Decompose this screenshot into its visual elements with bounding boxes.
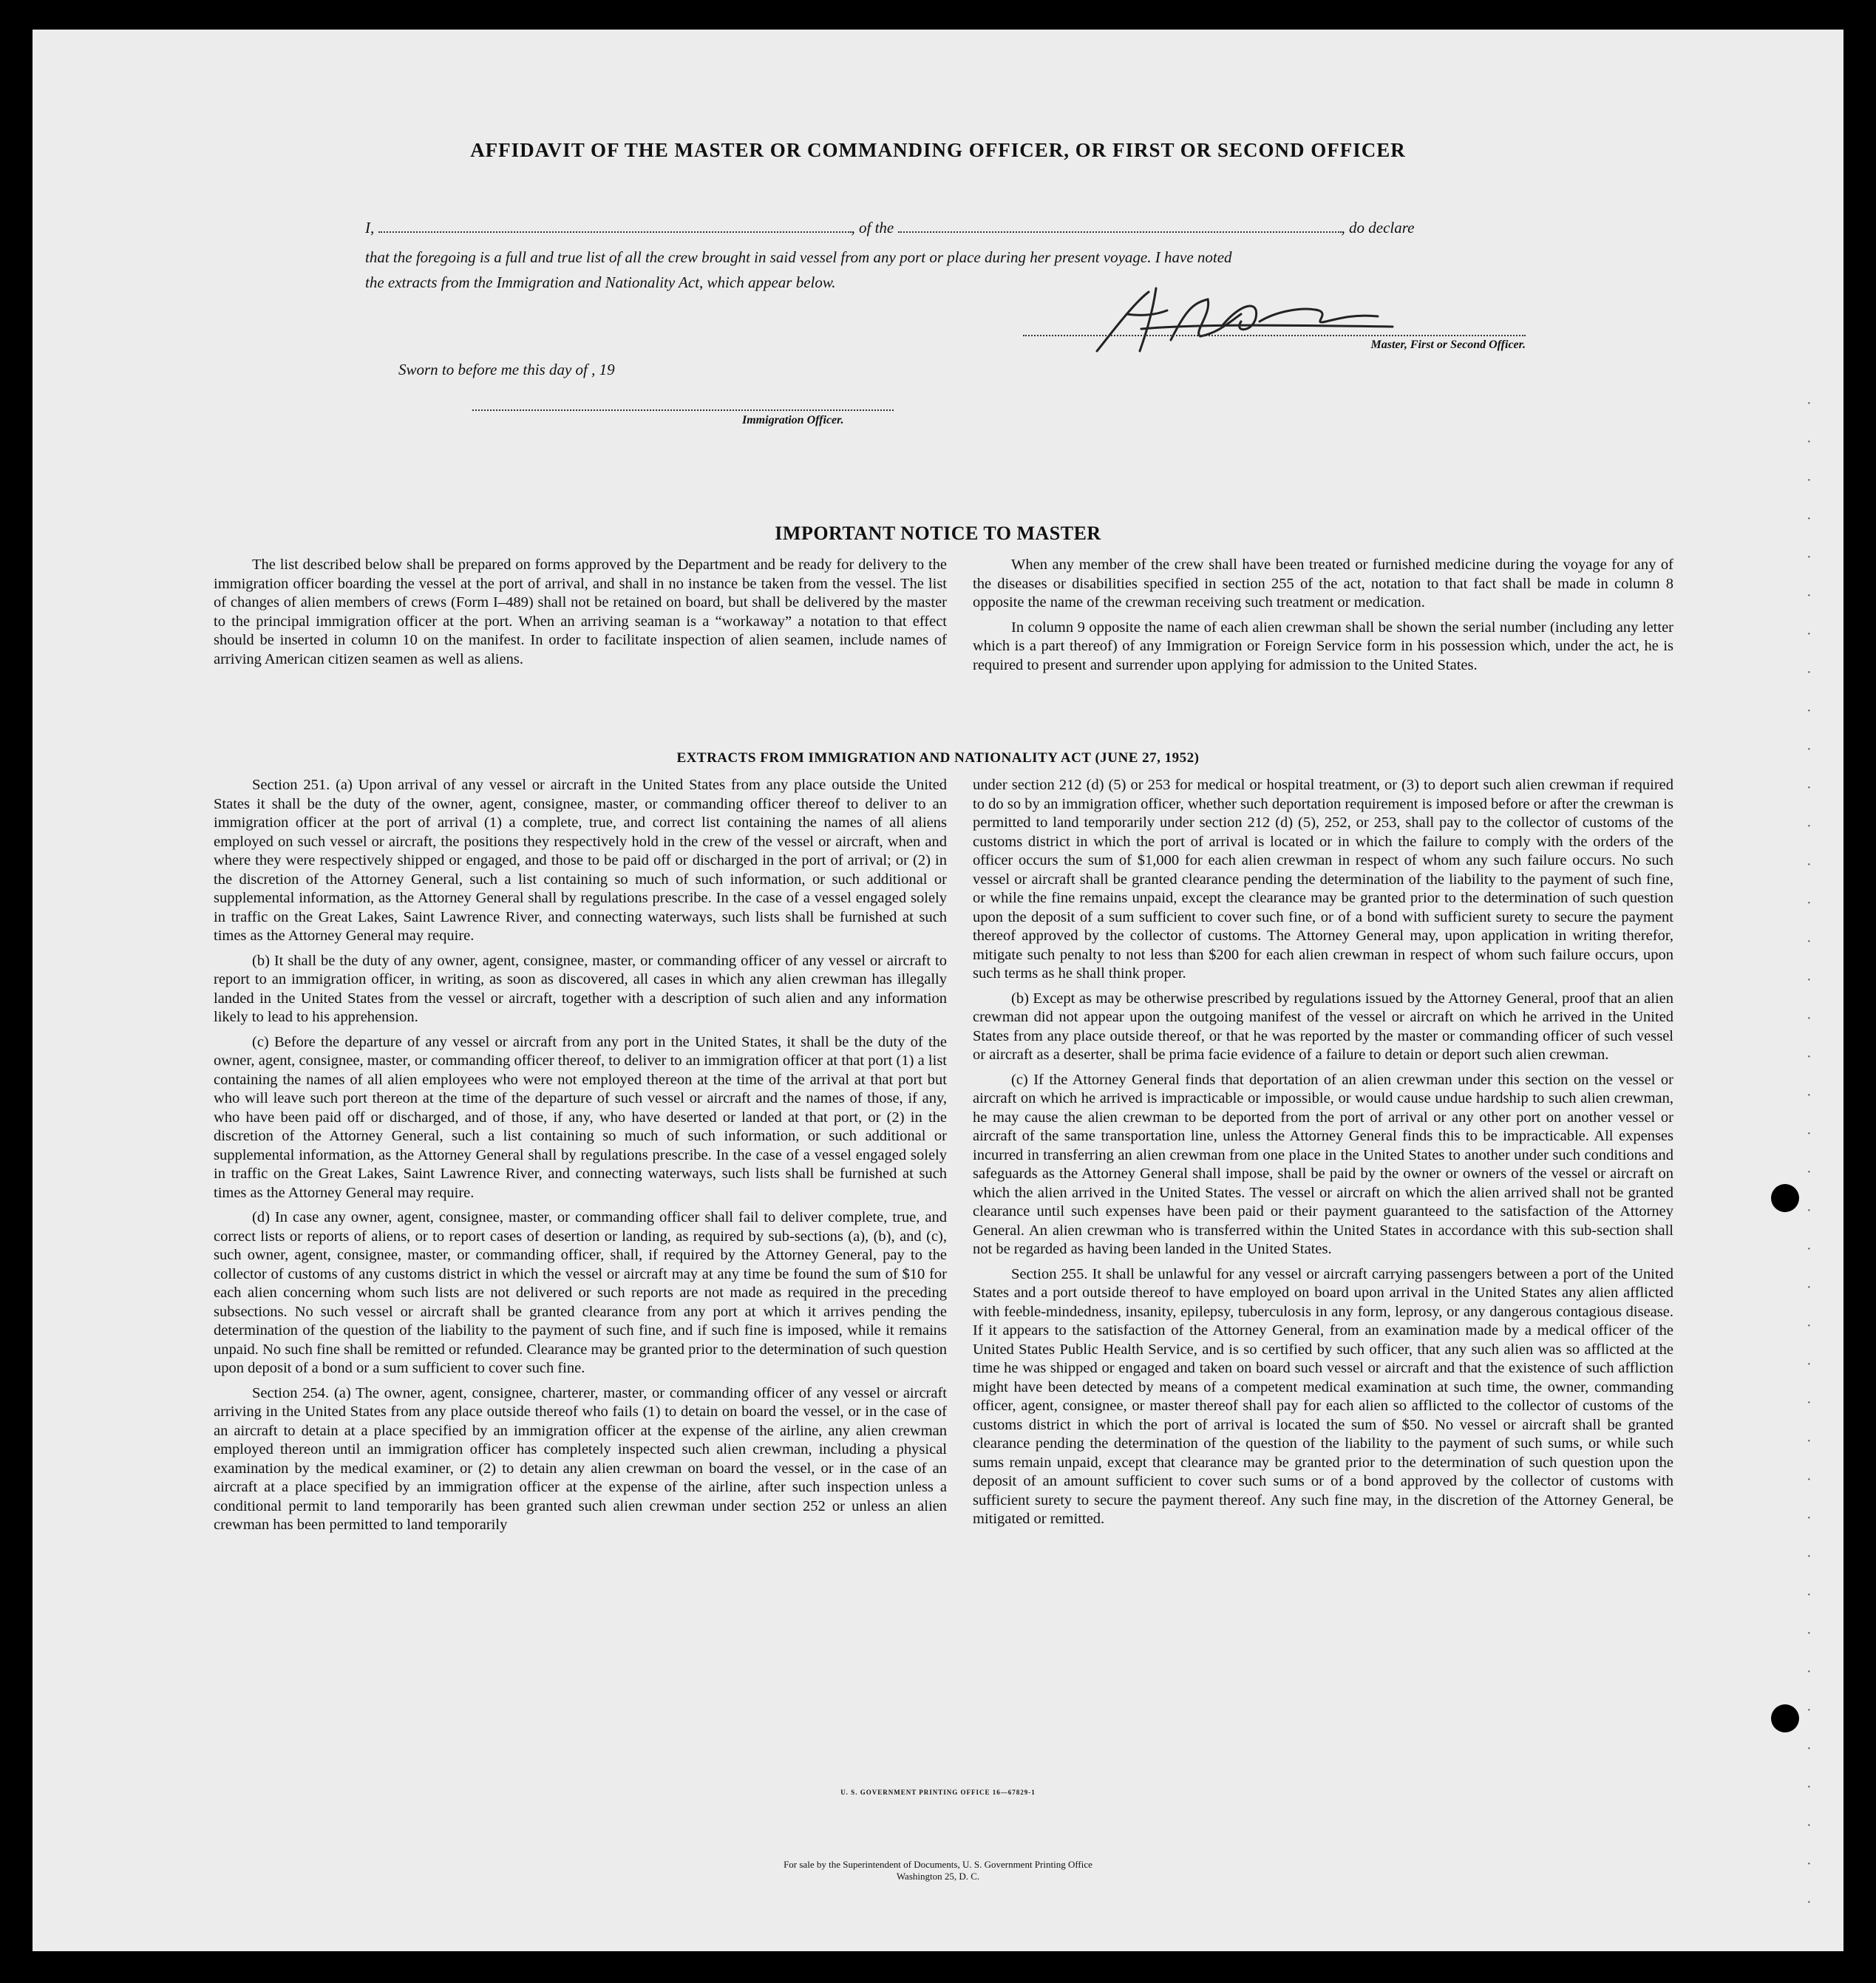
sworn-mid: day of [548, 361, 588, 378]
sale-notice [33, 1859, 1843, 1882]
sale-notice-line-1: For sale by the Superintendent of Documents, U. S. Government Printing Office [784, 1859, 1092, 1870]
statute-paragraph: under section 212 (d) (5) or 253 for medical or hospital treatment, or (3) to deport such alien crewman if required to do so by an immigration officer, whether such deportation requirement is imposed before or after the crewman is permitted to land temporarily under section 212 (d) (5), 252, or 253, shall pay to the collector of customs of the customs district in which the port of arrival is located or in which the failure to comply with the orders of the officer occurs the sum of $1,000 for each alien crewman in respect of whom any such failure occurs. No such vessel or aircraft shall be granted clearance pending the determination of the liability to the payment of such fine, or while the fine remains unpaid, except the clearance may be granted prior to the determination of such question upon the deposit of a sum sufficient to cover such fine, or of a bond with sufficient surety to secure the payment thereof approved by the collector of customs. The Attorney General may, upon application in writing therefor, mitigate such penalty to not less than $200 for each alien crewman in respect of whom such failure occurs, upon such terms as he shall think proper. [973, 777, 1673, 982]
declaration-line [365, 214, 1563, 241]
statute-paragraph: Section 255. It shall be unlawful for any vessel or aircraft carrying passengers between a port of the United States and a port outside thereof to have employed on board upon arrival in the United States any alien afflicted with feeble-mindedness, insanity, epilepsy, tuberculosis in any form, leprosy, or any dangerous contagious disease. If it appears to the satisfaction of the Attorney General, from an examination made by a medical officer of the United States Public Health Service, and is so certified by such officer, that any such alien was so afflicted at the time he was shipped or engaged and taken on board such vessel or aircraft and that the existence of such affliction might have been detected by means of a competent medical examination at such time, the owner, commanding officer, agent, consignee, or master thereof shall pay for each alien so afflicted to the collector of customs of the customs district in which the port of arrival is located the sum of $50. No vessel or aircraft shall be granted clearance pending the determination of the question of the liability to the payment of such sums, or while such sums remain unpaid, except that clearance may be granted prior to the determination of such question upon the deposit of an amount sufficient to cover such sums or of a bond approved by the collector of customs with sufficient surety to secure the payment thereof. Any such fine may, in the discretion of the Attorney General, be mitigated or remitted. [973, 1265, 1673, 1527]
notice-paragraph: In column 9 opposite the name of each alien crewman shall be shown the serial number (including any letter which is a part thereof) of any Immigration or Foreign Service form in his possession which, under the act, he is required to present and surrender upon applying for admission to the United States. [973, 619, 1673, 673]
notice-title: IMPORTANT NOTICE TO MASTER [775, 523, 1101, 544]
declaration-text-3: the extracts from the Immigration and Nationality Act, which appear below. [365, 273, 836, 291]
notice-left-column [214, 556, 947, 675]
declarant-name-field[interactable] [378, 215, 852, 233]
form-page [33, 30, 1843, 1951]
sworn-start: Sworn to before me this [398, 361, 546, 378]
statute-paragraph: (b) Except as may be otherwise prescribed by regulations issued by the Attorney General, proof that an alien crewman did not appear upon the outgoing manifest of the vessel or aircraft on which he arrived in the United States from any place outside thereof, or that he was reported by the master or commanding officer of such vessel or aircraft as a deserter, shall be prima facie evidence of a failure to detain or deport such alien crewman. [973, 990, 1673, 1063]
extracts-right-column [973, 776, 1673, 1535]
signer-caption: Master, First or Second Officer. [1370, 339, 1526, 351]
notice-paragraph: The list described below shall be prepared on forms approved by the Department and be ready for delivery to the immigration officer boarding the vessel at the port of arrival, and shall in no instance be taken from the vessel. The list of changes of alien members of crews (Form I–489) shall not be retained on board, but shall be delivered by the master to the principal immigration officer at the port. When an arriving seaman is a “workaway” a notation to that effect should be inserted in column 10 on the manifest. In order to facilitate inspection of alien seamen, include names of arriving American citizen seamen as well as aliens. [214, 557, 947, 667]
affidavit-title: AFFIDAVIT OF THE MASTER OR COMMANDING OFFICER, OR FIRST OR SECOND OFFICER [470, 139, 1406, 161]
officer-caption: Immigration Officer. [742, 414, 844, 426]
declaration-start: I, [365, 219, 375, 237]
sworn-line [398, 356, 1285, 383]
bleed-through-marks: · · · · · · · · · · · · · · · · · · · · · · · · · · · · · · · · · · · · · · · · [1807, 395, 1812, 1911]
declaration-text-2: that the foregoing is a full and true list of all the crew brought in said vessel from any port or place during her present voyage. I have noted [365, 248, 1232, 266]
notice-paragraph: When any member of the crew shall have been treated or furnished medicine during the voyage for any of the diseases or disabilities specified in section 255 of the act, notation to that fact shall be made in column 8 opposite the name of the crewman receiving such treatment or medication. [973, 557, 1673, 610]
statute-paragraph: Section 251. (a) Upon arrival of any vessel or aircraft in the United States from any place outside the United States it shall be the duty of the owner, agent, consignee, master, or commanding officer thereof to deliver to an immigration officer at the port of arrival (1) a complete, true, and correct list containing the names of all aliens employed on such vessel or aircraft, the positions they respectively hold in the crew of the vessel or aircraft, when and where they were respectively shipped or engaged, and those to be paid off or discharged in the port of arrival; or (2) in the discretion of the Attorney General, such a list containing so much of such information, or such additional or supplemental information, as the Attorney General shall by regulations prescribe. In the case of a vessel engaged solely in traffic on the Great Lakes, Saint Lawrence River, and connecting waterways, such lists shall be furnished at such times as the Attorney General may require. [214, 777, 947, 944]
statute-paragraph: Section 254. (a) The owner, agent, consignee, charterer, master, or commanding officer of any vessel or aircraft arriving in the United States from any place outside thereof who fails (1) to detain on board the vessel, or in the case of an aircraft to detain at a place specified by an immigration officer at the expense of the airline, any alien crewman employed thereon until an immigration officer has completely inspected such alien crewman, including a physical examination by the medical examiner, or (2) to detain any alien crewman on board the vessel, or in the case of an aircraft at a place specified by an immigration officer at the expense of the airline, after such inspection unless a conditional permit to land temporarily has been granted such alien crewman under section 252 or unless an alien crewman has been permitted to land temporarily [214, 1384, 947, 1533]
declaration-end: , do declare [1341, 219, 1415, 237]
statute-paragraph: (c) If the Attorney General finds that deportation of an alien crewman under this section on the vessel or aircraft on which he arrived is impracticable or impossible, or would cause undue hardship to such alien crewman, he may cause the alien crewman to be deported from the port of arrival or any other port on another vessel or aircraft of the same transportation line, unless the Attorney General finds this to be impracticable. All expenses incurred in transferring an alien crewman from one place in the United States to another under such conditions and safeguards as the Attorney General shall impose, shall be paid by the owner or owners of the vessel or aircraft on which the alien arrived in the United States. The vessel or aircraft on which the alien arrived shall not be granted clearance until such expenses have been paid or their payment guaranteed to the satisfaction of the Attorney General. An alien crewman who is transferred within the United States in accordance with this sub-section shall not be regarded as having been landed in the United States. [973, 1071, 1673, 1257]
declaration-mid: , of the [851, 219, 894, 237]
statute-paragraph: (c) Before the departure of any vessel or aircraft from any port in the United States, it shall be the duty of the owner, agent, consignee, master, or commanding officer thereof, to deliver to an immigration officer at that port (1) a list containing the names of all alien employees who were not employed thereon at the time of the arrival at that port but who will leave such port thereon at the time of the departure of such vessel or aircraft and the names of those, if any, who have been paid off or discharged, and of those, if any, who have deserted or landed at that port, or (2) in the discretion of the Attorney General, such a list containing so much of such information, or such additional or supplemental information, as the Attorney General shall by regulations prescribe. In the case of a vessel engaged solely in traffic on the Great Lakes, Saint Lawrence River, and connecting waterways, such lists shall be furnished at such times as the Attorney General may require. [214, 1033, 947, 1201]
extracts-left-column [214, 776, 947, 1541]
vessel-name-field[interactable] [898, 215, 1342, 233]
signature-line [1023, 335, 1526, 336]
sworn-end: , 19 [591, 361, 615, 378]
punch-hole [1771, 1704, 1799, 1732]
notice-right-column [973, 556, 1673, 681]
statute-paragraph: (b) It shall be the duty of any owner, agent, consignee, master, or commanding officer of any vessel or aircraft to report to an immigration officer, in writing, as soon as discovered, all cases in which any alien crewman has illegally landed in the United States from the vessel or aircraft, together with a description of such alien and any information likely to lead to his apprehension. [214, 952, 947, 1025]
punch-hole [1771, 1184, 1799, 1212]
statute-paragraph: (d) In case any owner, agent, consignee, master, or commanding officer shall fail to deliver complete, true, and correct lists or reports of aliens, or to report cases of desertion or landing, as required by sub-sections (a), (b), and (c), such owner, agent, consignee, master, or commanding officer, shall, if required by the Attorney General, pay to the collector of customs of any customs district in which the vessel or aircraft may at any time be found the sum of $10 for each alien concerning whom such lists are not delivered or such reports are not made as required in the preceding subsections. No such vessel or aircraft shall be granted clearance from any port at which it arrives pending the determination of the question of the liability to the payment of such fine, and if such fine is imposed, while it remains unpaid. No such fine shall be remitted or refunded. Clearance may be granted prior to the determination of such question upon deposit of a bond or a sum sufficient to cover such fine. [214, 1209, 947, 1376]
extracts-title: EXTRACTS FROM IMMIGRATION AND NATIONALITY ACT (JUNE 27, 1952) [676, 750, 1200, 766]
sale-notice-line-2: Washington 25, D. C. [896, 1871, 980, 1882]
immigration-officer-line [472, 409, 894, 411]
printer-imprint: U. S. GOVERNMENT PRINTING OFFICE 16—67829-1 [840, 1789, 1036, 1796]
